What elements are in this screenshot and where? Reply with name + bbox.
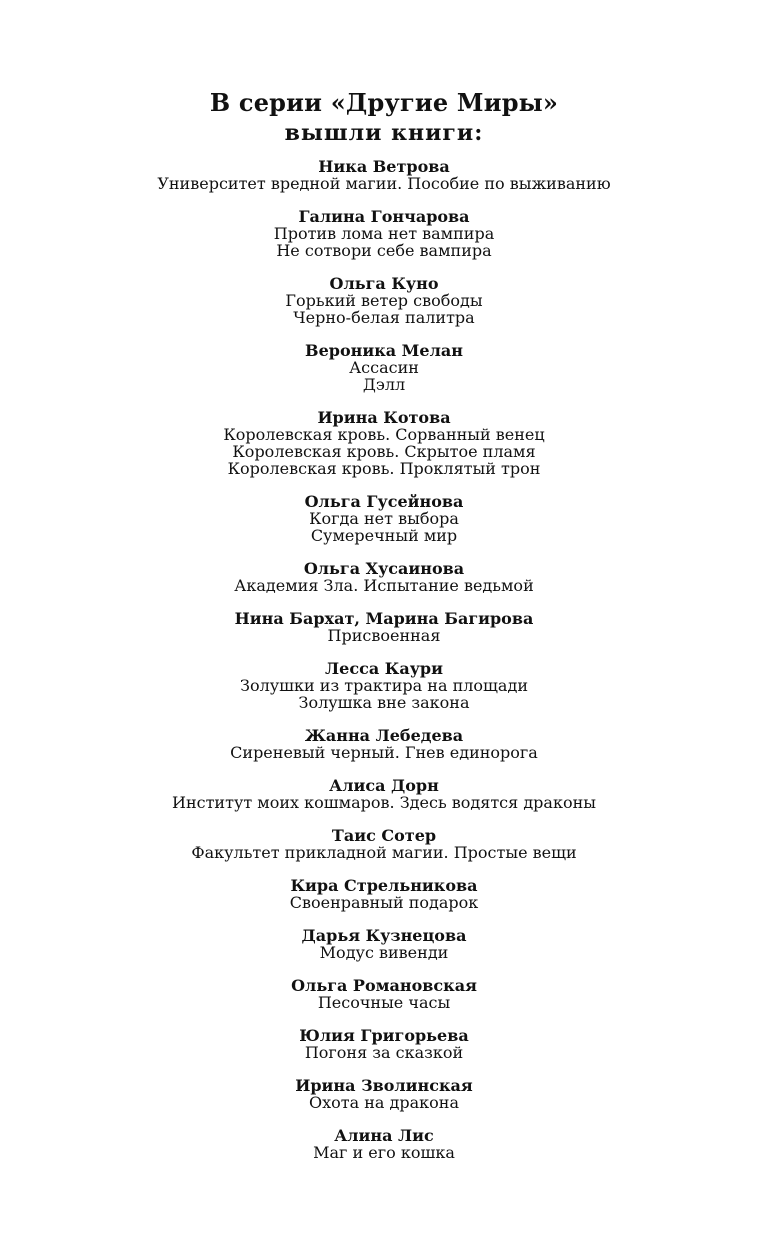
book-title: Дэлл — [362, 375, 406, 394]
book-title: Песочные часы — [317, 993, 451, 1012]
author-name: Таис Сотер — [331, 826, 437, 845]
book-title: Университет вредной магии. Пособие по выживанию — [157, 174, 611, 193]
author-name: Ольга Хусаинова — [303, 559, 465, 578]
author-name: Кира Стрельникова — [290, 876, 478, 895]
book-entry — [0, 409, 768, 477]
book-entry — [0, 877, 768, 911]
book-entry — [0, 727, 768, 761]
book-title: Горький ветер свободы — [285, 291, 483, 310]
book-entry — [0, 660, 768, 711]
book-entry — [0, 610, 768, 644]
author-name: Алина Лис — [334, 1126, 434, 1145]
book-entry — [0, 208, 768, 259]
author-name: Лесса Каури — [325, 659, 443, 678]
book-entry — [0, 560, 768, 594]
series-heading — [0, 88, 768, 148]
book-title: Факультет прикладной магии. Простые вещи — [191, 843, 577, 862]
book-entry — [0, 493, 768, 544]
book-entry — [0, 1027, 768, 1061]
book-title: Не сотвори себе вампира — [276, 241, 492, 260]
author-name: Жанна Лебедева — [304, 726, 464, 745]
author-name: Дарья Кузнецова — [301, 926, 467, 945]
book-entry — [0, 342, 768, 393]
author-name: Вероника Мелан — [305, 341, 463, 360]
book-title: Против лома нет вампира — [273, 224, 495, 243]
book-title: Присвоенная — [327, 626, 441, 645]
book-entry — [0, 827, 768, 861]
author-name: Ольга Гусейнова — [304, 492, 464, 511]
book-title: Сиреневый черный. Гнев единорога — [230, 743, 538, 762]
author-name: Ирина Котова — [317, 408, 451, 427]
author-name: Галина Гончарова — [298, 207, 470, 226]
series-title: В серии «Другие Миры» — [209, 88, 559, 117]
author-name: Ника Ветрова — [318, 157, 450, 176]
book-title: Своенравный подарок — [289, 893, 479, 912]
series-subtitle: вышли книги: — [284, 120, 484, 146]
book-title: Королевская кровь. Проклятый трон — [227, 459, 541, 478]
author-name: Ольга Куно — [329, 274, 439, 293]
book-title: Королевская кровь. Сорванный венец — [223, 425, 545, 444]
author-name: Алиса Дорн — [329, 776, 439, 795]
book-list — [0, 158, 768, 1161]
book-title: Погоня за сказкой — [304, 1043, 464, 1062]
book-title: Модус вивенди — [319, 943, 449, 962]
author-name: Юлия Григорьева — [299, 1026, 469, 1045]
book-title: Институт моих кошмаров. Здесь водятся драконы — [172, 793, 596, 812]
book-title: Когда нет выбора — [309, 509, 459, 528]
book-title: Золушки из трактира на площади — [240, 676, 528, 695]
book-entry — [0, 927, 768, 961]
author-name: Ирина Зволинская — [295, 1076, 473, 1095]
book-entry — [0, 777, 768, 811]
book-title: Золушка вне закона — [298, 693, 470, 712]
book-title: Королевская кровь. Скрытое пламя — [232, 442, 536, 461]
book-title: Академия Зла. Испытание ведьмой — [234, 576, 534, 595]
book-title: Сумеречный мир — [310, 526, 458, 545]
book-entry — [0, 1127, 768, 1161]
book-entry — [0, 977, 768, 1011]
book-title: Охота на дракона — [308, 1093, 459, 1112]
author-name: Нина Бархат, Марина Багирова — [234, 609, 534, 628]
book-title: Черно-белая палитра — [293, 308, 475, 327]
book-entry — [0, 275, 768, 326]
book-entry — [0, 1077, 768, 1111]
book-title: Ассасин — [349, 358, 419, 377]
book-title: Маг и его кошка — [313, 1143, 455, 1162]
author-name: Ольга Романовская — [291, 976, 477, 995]
book-entry — [0, 158, 768, 192]
